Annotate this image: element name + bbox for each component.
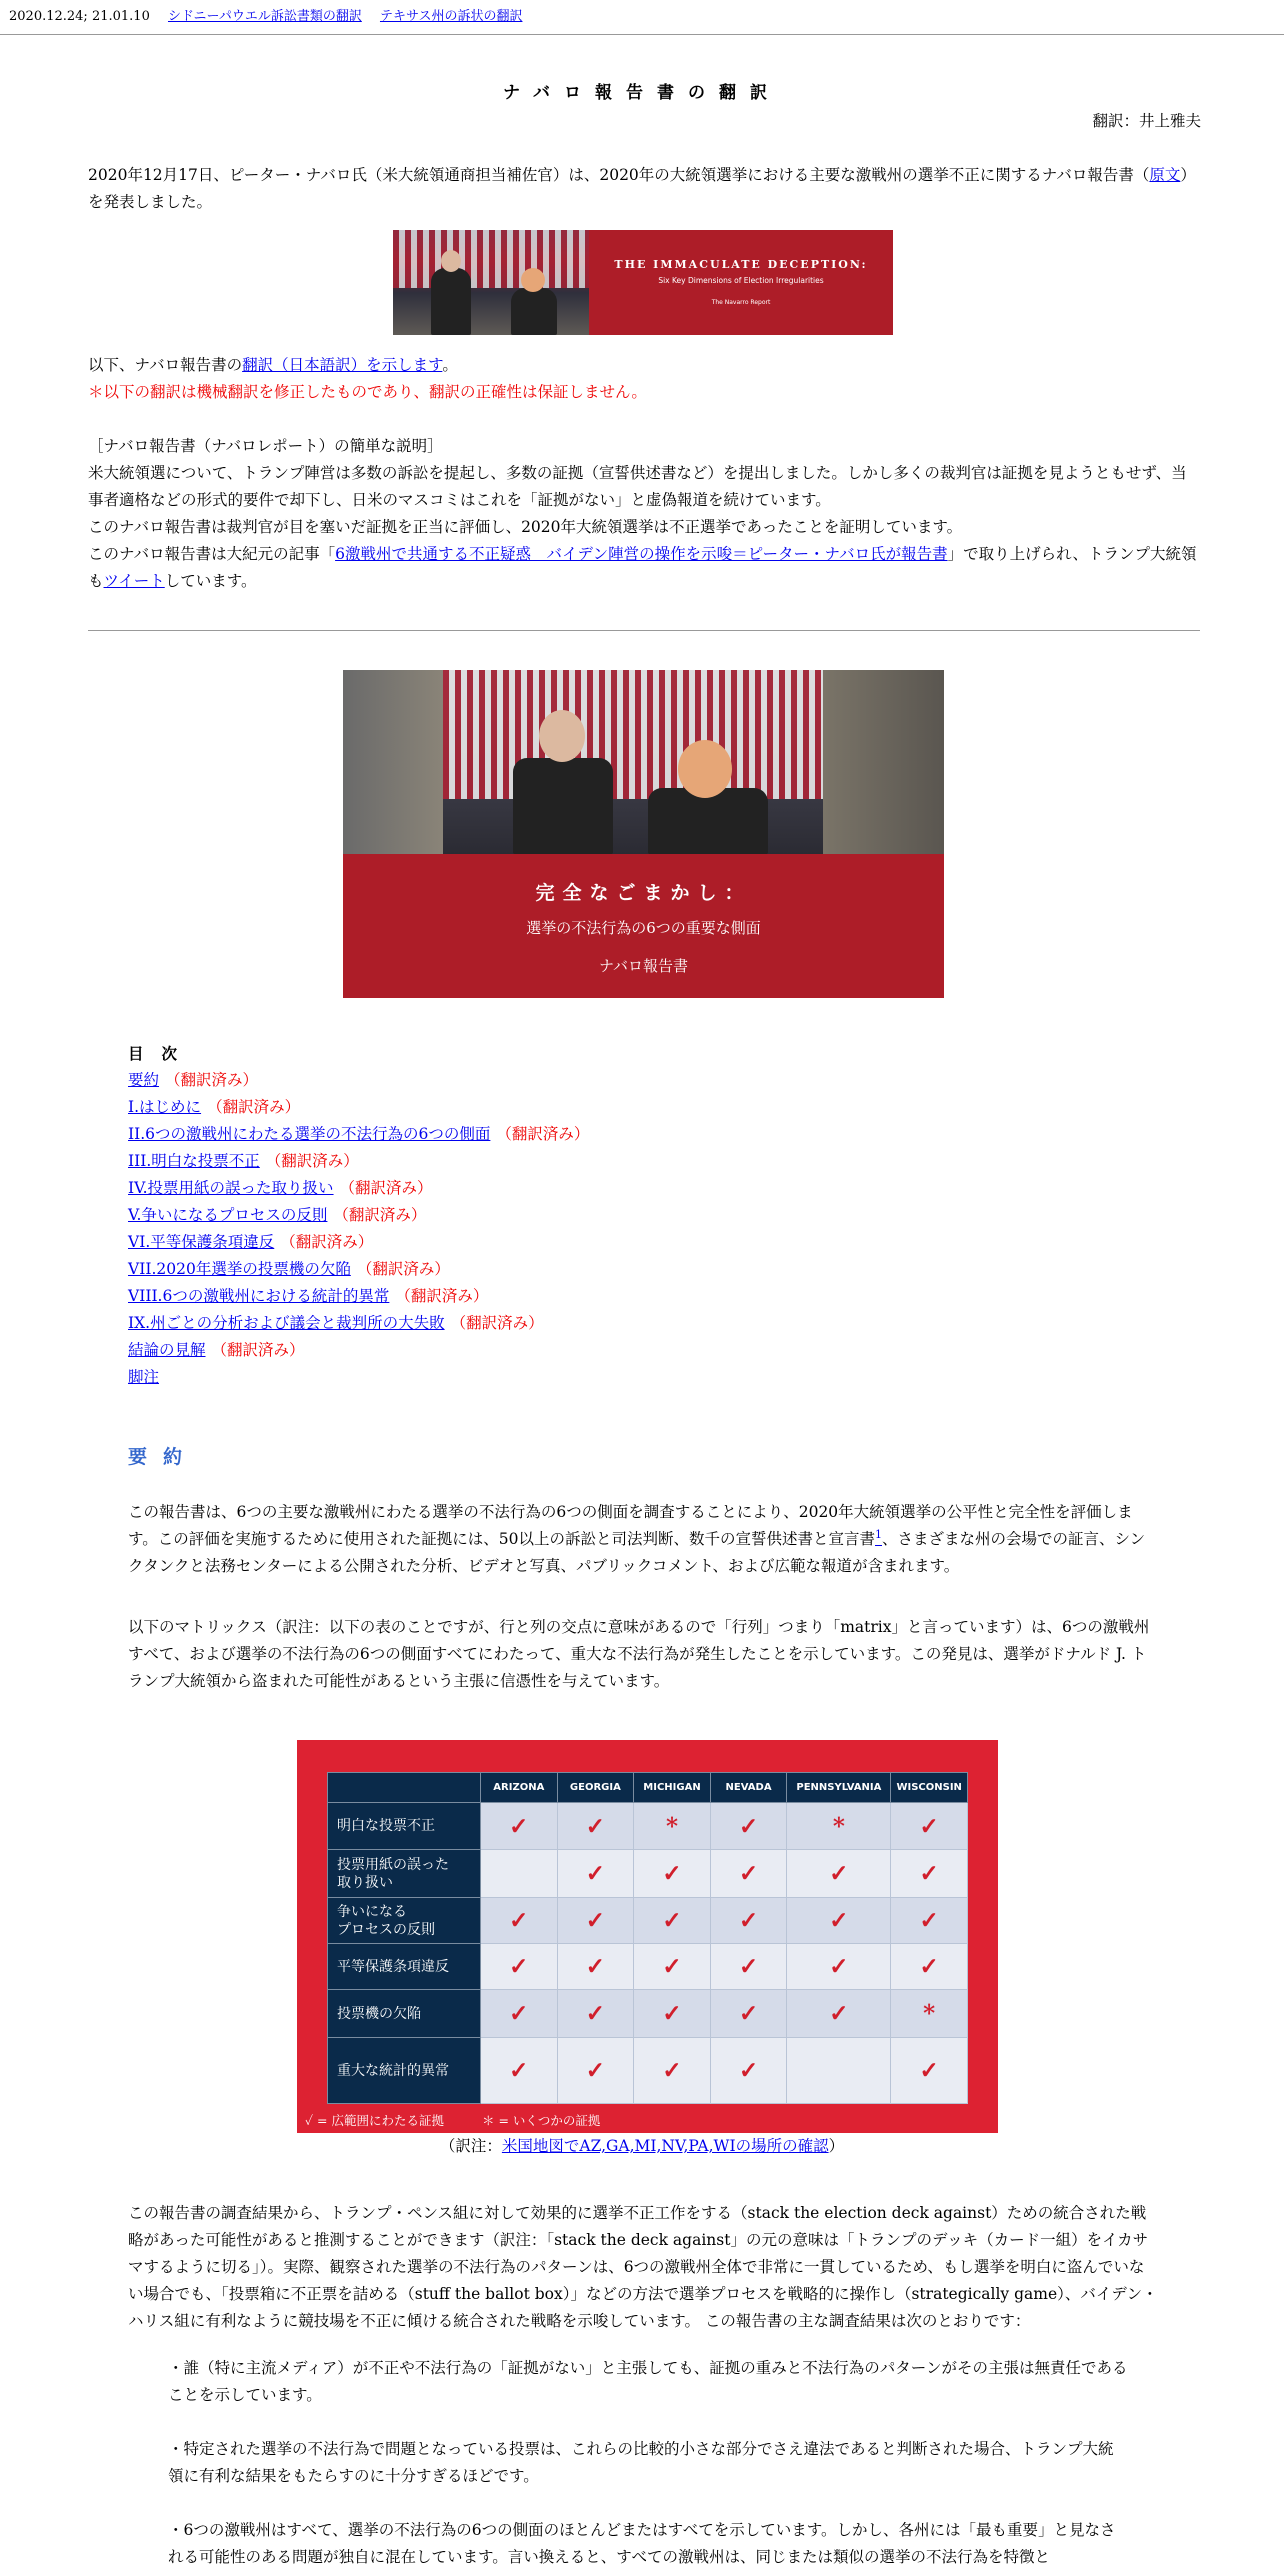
star-mark-cell: * bbox=[787, 1803, 891, 1850]
empty-cell bbox=[787, 2038, 891, 2104]
toc-item-status: （翻訳済み） bbox=[395, 1287, 489, 1305]
link-original[interactable]: 原文 bbox=[1149, 166, 1181, 184]
star-mark-cell: * bbox=[891, 1990, 968, 2038]
intro-paragraph bbox=[88, 162, 1200, 216]
intro-text-end: ）を発表しました。 bbox=[88, 166, 1196, 211]
finding-bullet-1: ・誰（特に主流メディア）が不正や不法行為の「証拠がない」と主張しても、証拠の重みと不法行為のパターンがその主張は無責任であることを示しています。 bbox=[168, 2359, 1128, 2404]
explanation-line-2: このナバロ報告書は裁判官が目を塞いだ証拠を正当に評価し、2020年大統領選挙は不正選挙であったことを証明しています。 bbox=[88, 518, 963, 536]
toc-item-status: （翻訳済み） bbox=[207, 1098, 301, 1116]
cover-title-en: THE IMMACULATE DECEPTION: bbox=[614, 257, 868, 271]
matrix-row-label: 明白な投票不正 bbox=[328, 1803, 481, 1850]
legend-star: ＊ = いくつかの証拠 bbox=[481, 2113, 601, 2128]
cover-byline-ja: ナバロ報告書 bbox=[598, 957, 689, 975]
page-date: 2020.12.24; 21.01.10 bbox=[9, 9, 150, 24]
toc-item-link[interactable]: 要約 bbox=[128, 1071, 160, 1089]
matrix-state-header: NEVADA bbox=[710, 1773, 787, 1803]
check-mark-cell: ✓ bbox=[710, 1803, 787, 1850]
check-mark-cell: ✓ bbox=[481, 1990, 558, 2038]
toc-item-status: （翻訳済み） bbox=[280, 1233, 374, 1251]
matrix-row bbox=[328, 1944, 968, 1990]
toc-row bbox=[128, 1310, 589, 1337]
explanation-heading: ［ナバロ報告書（ナバロレポート）の簡単な説明］ bbox=[88, 437, 443, 455]
toc-item-link[interactable]: VIII.6つの激戦州における統計的異常 bbox=[128, 1287, 390, 1305]
summary-paragraph-1: この報告書は、6つの主要な激戦州にわたる選挙の不法行為の6つの側面を調査することにより、2020年大統領選挙の公平性と完全性を評価します。この評価を実施するために使用された証拠には、50以上の訴訟と司法判断、数千の宣誓供述書と宣言書$^1$、さまざまな州の会場での証言、シンクタンクと法務センターによる公開された分析、ビデオと写真、パブリックコメント、および広範な報道が含まれます。 bbox=[128, 1503, 1146, 1575]
footnote-link-1[interactable]: 1 bbox=[875, 1527, 882, 1541]
link-tweet[interactable]: ツイート bbox=[103, 572, 165, 590]
matrix-corner bbox=[328, 1773, 481, 1803]
check-mark-cell: ✓ bbox=[557, 1990, 634, 2038]
link-us-map[interactable]: 米国地図でAZ,GA,MI,NV,PA,WIの場所の確認 bbox=[501, 2137, 829, 2155]
report-cover-banner-small bbox=[393, 230, 893, 335]
toc-item-link[interactable]: IX.州ごとの分析および議会と裁判所の大失敗 bbox=[128, 1314, 445, 1332]
matrix-row-label: 投票機の欠陥 bbox=[328, 1990, 481, 2038]
check-mark-cell: ✓ bbox=[481, 2038, 558, 2104]
toc-item-link[interactable]: II.6つの激戦州にわたる選挙の不法行為の6つの側面 bbox=[128, 1125, 491, 1143]
toc-item-status: （翻訳済み） bbox=[211, 1341, 305, 1359]
matrix-state-header: MICHIGAN bbox=[634, 1773, 711, 1803]
check-mark-cell: ✓ bbox=[710, 1898, 787, 1944]
toc-row bbox=[128, 1283, 589, 1310]
matrix-state-header: PENNSYLVANIA bbox=[787, 1773, 891, 1803]
toc-item-link[interactable]: I.はじめに bbox=[128, 1098, 202, 1116]
toc-item-status: （翻訳済み） bbox=[265, 1152, 359, 1170]
matrix-row bbox=[328, 2038, 968, 2104]
toc-row bbox=[128, 1175, 589, 1202]
check-mark-cell: ✓ bbox=[891, 1850, 968, 1898]
toc-item-status: （翻訳済み） bbox=[333, 1206, 427, 1224]
section-divider bbox=[88, 630, 1200, 631]
toc-item-link[interactable]: VII.2020年選挙の投票機の欠陥 bbox=[128, 1260, 351, 1278]
matrix-row bbox=[328, 1803, 968, 1850]
toc-item-notes[interactable]: 脚注 bbox=[128, 1368, 160, 1386]
explanation-line-3: このナバロ報告書は大紀元の記事「6激戦州で共通する不正疑惑 バイデン陣営の操作を示唆＝ピーター・ナバロ氏が報告書」で取り上げられ、トランプ大統領もツイートしています。 bbox=[88, 545, 1197, 590]
toc-item-link[interactable]: V.争いになるプロセスの反則 bbox=[128, 1206, 328, 1224]
check-mark-cell: ✓ bbox=[634, 2038, 711, 2104]
toc-item-link[interactable]: 結論の見解 bbox=[128, 1341, 206, 1359]
matrix-state-header: ARIZONA bbox=[481, 1773, 558, 1803]
matrix-row-label: 平等保護条項違反 bbox=[328, 1944, 481, 1990]
cover-subtitle-en: Six Key Dimensions of Election Irregularities bbox=[658, 275, 824, 285]
toc-row bbox=[128, 1229, 589, 1256]
toc-row bbox=[128, 1256, 589, 1283]
toc-row bbox=[128, 1202, 589, 1229]
toc-item-link[interactable]: IV.投票用紙の誤った取り扱い bbox=[128, 1179, 334, 1197]
check-mark-cell: ✓ bbox=[557, 2038, 634, 2104]
toc-row bbox=[128, 1094, 589, 1121]
check-mark-cell: ✓ bbox=[891, 1898, 968, 1944]
cover-subtitle-ja: 選挙の不法行為の6つの重要な側面 bbox=[526, 919, 761, 937]
matrix-row-label: 投票用紙の誤った 取り扱い bbox=[328, 1850, 481, 1898]
toc-row bbox=[128, 1121, 589, 1148]
star-mark-cell: * bbox=[634, 1803, 711, 1850]
check-mark-cell: ✓ bbox=[710, 1850, 787, 1898]
summary-heading: 要約 bbox=[128, 1446, 199, 1468]
check-mark-cell: ✓ bbox=[634, 1990, 711, 2038]
check-mark-cell: ✓ bbox=[634, 1944, 711, 1990]
cover-byline-en: The Navarro Report bbox=[711, 298, 771, 306]
empty-cell bbox=[481, 1850, 558, 1898]
link-powell-translation[interactable]: シドニーパウエル訴訟書類の翻訳 bbox=[167, 9, 362, 24]
matrix-row-label: 重大な統計的異常 bbox=[328, 2038, 481, 2104]
translator-credit: 翻訳：井上雅夫 bbox=[1092, 112, 1201, 130]
check-mark-cell: ✓ bbox=[557, 1898, 634, 1944]
page-title: ナバロ報告書の翻訳 bbox=[503, 83, 781, 103]
check-mark-cell: ✓ bbox=[557, 1944, 634, 1990]
matrix-state-header: GEORGIA bbox=[557, 1773, 634, 1803]
cover-photo bbox=[393, 230, 589, 335]
toc-row bbox=[128, 1148, 589, 1175]
toc-item-status: （翻訳済み） bbox=[496, 1125, 590, 1143]
top-nav bbox=[9, 3, 522, 31]
check-mark-cell: ✓ bbox=[481, 1944, 558, 1990]
toc-heading: 目次 bbox=[128, 1044, 196, 1063]
toc-item-status: （翻訳済み） bbox=[450, 1314, 544, 1332]
toc-item-status: （翻訳済み） bbox=[165, 1071, 259, 1089]
check-mark-cell: ✓ bbox=[634, 1898, 711, 1944]
check-mark-cell: ✓ bbox=[891, 1803, 968, 1850]
findings-paragraph: この報告書の調査結果から、トランプ・ペンス組に対して効果的に選挙不正工作をする（stack the election deck against）ための統合された戦略があった可能性があると推測することができます（訳注：「stack the deck against」の元の意味は「トランプのデッキ（カード一組）をイカサマするように切る」）。実際、観察された選挙の不法行為のパターンは、6つの激戦州全体で非常に一貫しているため、もし選挙を明白に盗んでいない場合でも、「投票箱に不正票を詰める（stuff the ballot box）」などの方法で選挙プロセスを戦略的に操作し（strategically game）、バイデン・ハリス組に有利なように競技場を不正に傾ける統合された戦略を示唆しています。 この報告書の主な調査結果は次のとおりです： bbox=[128, 2204, 1158, 2330]
matrix-row bbox=[328, 1990, 968, 2038]
link-epoch-article[interactable]: 6激戦州で共通する不正疑惑 バイデン陣営の操作を示唆＝ピーター・ナバロ氏が報告書 bbox=[335, 545, 948, 563]
matrix-state-header: WISCONSIN bbox=[891, 1773, 968, 1803]
check-mark-cell: ✓ bbox=[710, 2038, 787, 2104]
summary-paragraph-2: 以下のマトリックス（訳注：以下の表のことですが、行と列の交点に意味があるので「行列」つまり「matrix」と言っています）は、6つの激戦州すべて、および選挙の不法行為の6つの側面すべてにわたって、重大な不法行為が発生したことを示しています。この発見は、選挙がドナルド J. トランプ大統領から盗まれた可能性があるという主張に信憑性を与えています。 bbox=[128, 1618, 1150, 1690]
matrix-table bbox=[327, 1772, 968, 2104]
toc-item-link[interactable]: VI.平等保護条項違反 bbox=[128, 1233, 275, 1251]
check-mark-cell: ✓ bbox=[787, 1850, 891, 1898]
translation-intro-text: 以下、ナバロ報告書の bbox=[88, 356, 243, 374]
check-mark-cell: ✓ bbox=[710, 1990, 787, 2038]
check-mark-cell: ✓ bbox=[557, 1850, 634, 1898]
legend-check: ✓ = 広範囲にわたる証拠 bbox=[305, 2113, 444, 2128]
explanation bbox=[88, 433, 1200, 595]
check-mark-cell: ✓ bbox=[787, 1898, 891, 1944]
check-mark-cell: ✓ bbox=[481, 1803, 558, 1850]
irregularities-matrix bbox=[297, 1740, 998, 2133]
cover-title-ja: 完全なごまかし： bbox=[535, 882, 752, 904]
check-mark-cell: ✓ bbox=[787, 1944, 891, 1990]
check-mark-cell: ✓ bbox=[481, 1898, 558, 1944]
toc-item-status: （翻訳済み） bbox=[356, 1260, 450, 1278]
matrix-legend bbox=[305, 2107, 634, 2134]
matrix-row bbox=[328, 1898, 968, 1944]
translation-intro-end: 。 bbox=[442, 356, 458, 374]
intro-text: 2020年12月17日、ピーター・ナバロ氏（米大統領通商担当補佐官）は、2020年の大統領選挙における主要な激戦州の選挙不正に関するナバロ報告書（ bbox=[88, 166, 1150, 184]
check-mark-cell: ✓ bbox=[891, 1944, 968, 1990]
check-mark-cell: ✓ bbox=[710, 1944, 787, 1990]
top-divider bbox=[0, 34, 1284, 35]
link-translation[interactable]: 翻訳（日本語訳）を示します bbox=[242, 356, 443, 374]
table-of-contents bbox=[128, 1040, 589, 1391]
cover-photo-large bbox=[343, 670, 944, 854]
toc-item-status: （翻訳済み） bbox=[339, 1179, 433, 1197]
link-texas-translation[interactable]: テキサス州の訴状の翻訳 bbox=[379, 9, 523, 24]
matrix-caption: （訳注：米国地図でAZ,GA,MI,NV,PA,WIの場所の確認） bbox=[439, 2137, 845, 2155]
finding-bullet-2: ・特定された選挙の不法行為で問題となっている投票は、これらの比較的小さな部分でさえ違法であると判断された場合、トランプ大統領に有利な結果をもたらすのに十分すぎるほどです。 bbox=[168, 2440, 1114, 2485]
finding-bullet-3: ・6つの激戦州はすべて、選挙の不法行為の6つの側面のほとんどまたはすべてを示しています。しかし、各州には「最も重要」と見なされる可能性のある問題が独自に混在しています。言い換えると、すべての激戦州は、同じまたは類似の選挙の不法行為を特徴と bbox=[168, 2521, 1116, 2566]
check-mark-cell: ✓ bbox=[634, 1850, 711, 1898]
translation-warning: ＊以下の翻訳は機械翻訳を修正したものであり、翻訳の正確性は保証しません。 bbox=[88, 383, 647, 401]
translation-intro bbox=[88, 352, 1200, 406]
matrix-row-label: 争いになる プロセスの反則 bbox=[328, 1898, 481, 1944]
check-mark-cell: ✓ bbox=[787, 1990, 891, 2038]
check-mark-cell: ✓ bbox=[557, 1803, 634, 1850]
matrix-row bbox=[328, 1850, 968, 1898]
toc-row bbox=[128, 1067, 589, 1094]
check-mark-cell: ✓ bbox=[891, 2038, 968, 2104]
explanation-line-1: 米大統領選について、トランプ陣営は多数の訴訟を提起し、多数の証拠（宣誓供述書など）を提出しました。しかし多くの裁判官は証拠を見ようともせず、当事者適格などの形式的要件で却下し、日米のマスコミはこれを「証拠がない」と虚偽報道を続けています。 bbox=[88, 464, 1187, 509]
report-cover-banner-large bbox=[343, 670, 944, 998]
toc-row bbox=[128, 1337, 589, 1364]
toc-item-link[interactable]: III.明白な投票不正 bbox=[128, 1152, 260, 1170]
